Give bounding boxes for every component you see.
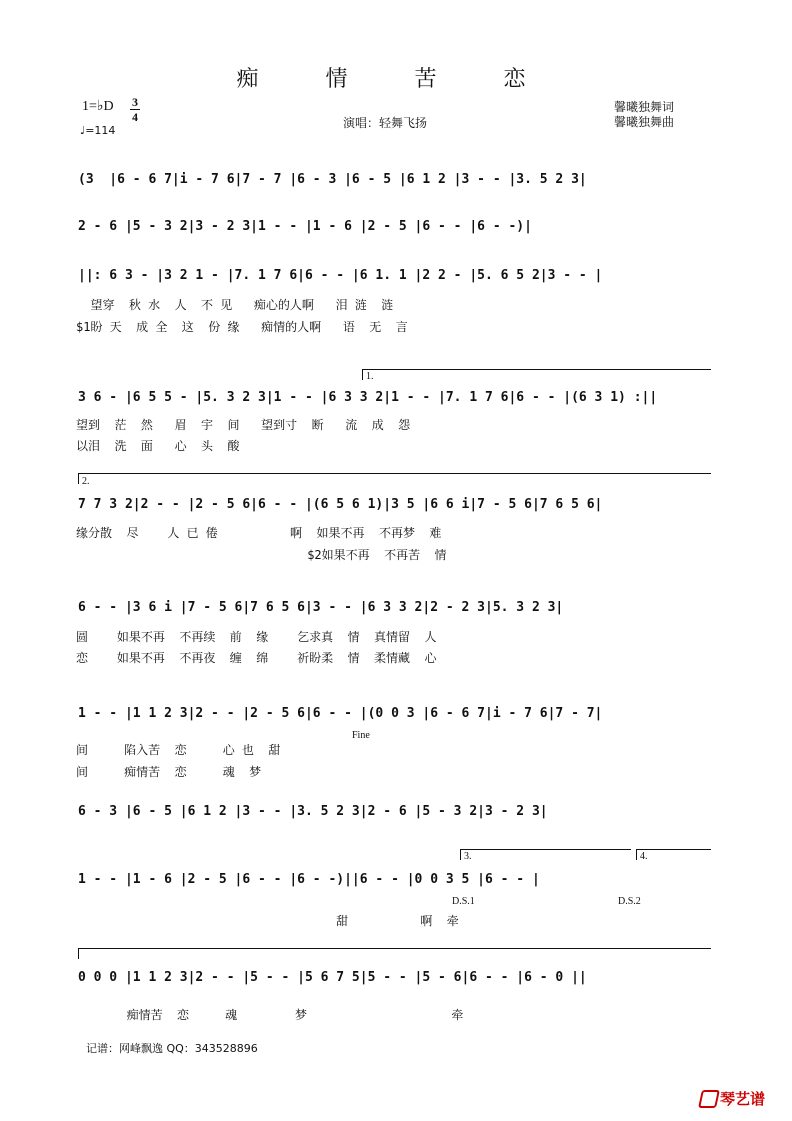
- ds1-mark: D.S.1: [452, 896, 475, 907]
- score-line-2: 2 - 6 |5 - 3 2|3 - 2 3|1 - - |1 - 6 |2 - 5 |6 - - |6 - -)|: [78, 219, 532, 234]
- logo-text: 琴艺谱: [720, 1090, 766, 1108]
- singer-credit: 演唱：轻舞飞扬: [343, 116, 428, 130]
- score-line-3: ||: 6 3 - |3 2 1 - |7. 1 7 6|6 - - |6 1. 1 |2 2 - |5. 6 5 2|3 - - |: [78, 268, 603, 283]
- lyric-line-7a: 间 陷入苦 恋 心 也 甜: [76, 743, 281, 757]
- score-line-9: 1 - - |1 - 6 |2 - 5 |6 - - |6 - -)||6 - - |0 0 3 5 |6 - - |: [78, 872, 540, 887]
- score-line-4: 3 6 - |6 5 5 - |5. 3 2 3|1 - - |6 3 3 2|1 - - |7. 1 7 6|6 - - |(6 3 1) :||: [78, 390, 658, 405]
- transcriber-credit: 记谱：网峰飘逸 QQ：343528896: [86, 1042, 258, 1055]
- lyric-line-9: 甜 啊 牵: [76, 914, 459, 928]
- meter-bottom: 4: [132, 110, 138, 124]
- volta-3-label: 3.: [464, 851, 472, 862]
- key-signature: 1=♭D: [82, 99, 114, 114]
- composer-credit: 馨曦独舞曲: [614, 115, 675, 129]
- score-line-1: (3 |6 - 6 7|i - 7 6|7 - 7 |6 - 3 |6 - 5 |6 1 2 |3 - - |3. 5 2 3|: [78, 172, 587, 187]
- lyric-line-3a: 望穿 秋 水 人 不 见 痴心的人啊 泪 涟 涟: [76, 298, 394, 312]
- volta-2-label: 2.: [82, 476, 90, 487]
- site-logo: [700, 1088, 765, 1109]
- score-line-5: 7 7 3 2|2 - - |2 - 5 6|6 - - |(6 5 6 1)|3 5 |6 6 i|7 - 5 6|7 6 5 6|: [78, 497, 603, 512]
- lyricist-credit: 馨曦独舞词: [614, 100, 675, 114]
- lyric-line-4a: 望到 茫 然 眉 宇 间 望到寸 断 流 成 怨: [76, 418, 411, 432]
- song-title: 痴 情 苦 恋: [236, 67, 556, 92]
- final-bracket: [78, 948, 711, 959]
- lyric-line-6a: 圆 如果不再 不再续 前 缘 乞求真 情 真情留 人: [76, 630, 437, 644]
- volta-bracket-2: [78, 473, 711, 484]
- score-line-7: 1 - - |1 1 2 3|2 - - |2 - 5 6|6 - - |(0 0 3 |6 - 6 7|i - 7 6|7 - 7|: [78, 706, 603, 721]
- lyric-line-4b: 以泪 洗 面 心 头 酸: [76, 439, 240, 453]
- lyric-line-10: 痴情苦 恋 魂 梦 牵: [76, 1008, 464, 1022]
- logo-icon: [698, 1090, 720, 1108]
- score-line-10: 0 0 0 |1 1 2 3|2 - - |5 - - |5 6 7 5|5 - - |5 - 6|6 - - |6 - 0 ||: [78, 970, 587, 985]
- lyric-line-5a: 缘分散 尽 人 已 倦 啊 如果不再 不再梦 难: [76, 526, 442, 540]
- volta-4-label: 4.: [640, 851, 648, 862]
- volta-bracket-3: [460, 849, 631, 860]
- lyric-line-3b: $1盼 天 成 全 这 份 缘 痴情的人啊 语 无 言: [76, 320, 408, 334]
- lyric-line-5b: $2如果不再 不再苦 情: [76, 548, 447, 562]
- fine-mark: Fine: [352, 730, 370, 741]
- tempo-marking: ♩=114: [80, 124, 116, 137]
- time-signature: [130, 96, 140, 123]
- credits: [614, 100, 674, 130]
- score-line-8: 6 - 3 |6 - 5 |6 1 2 |3 - - |3. 5 2 3|2 - 6 |5 - 3 2|3 - 2 3|: [78, 804, 548, 819]
- meter-top: 3: [132, 95, 138, 109]
- lyric-line-7b: 间 痴情苦 恋 魂 梦: [76, 765, 262, 779]
- volta-1-label: 1.: [366, 371, 374, 382]
- score-line-6: 6 - - |3 6 i |7 - 5 6|7 6 5 6|3 - - |6 3 3 2|2 - 2 3|5. 3 2 3|: [78, 600, 564, 615]
- lyric-line-6b: 恋 如果不再 不再夜 缠 绵 祈盼柔 情 柔情藏 心: [76, 651, 437, 665]
- ds2-mark: D.S.2: [618, 896, 641, 907]
- volta-bracket-1: [362, 369, 711, 380]
